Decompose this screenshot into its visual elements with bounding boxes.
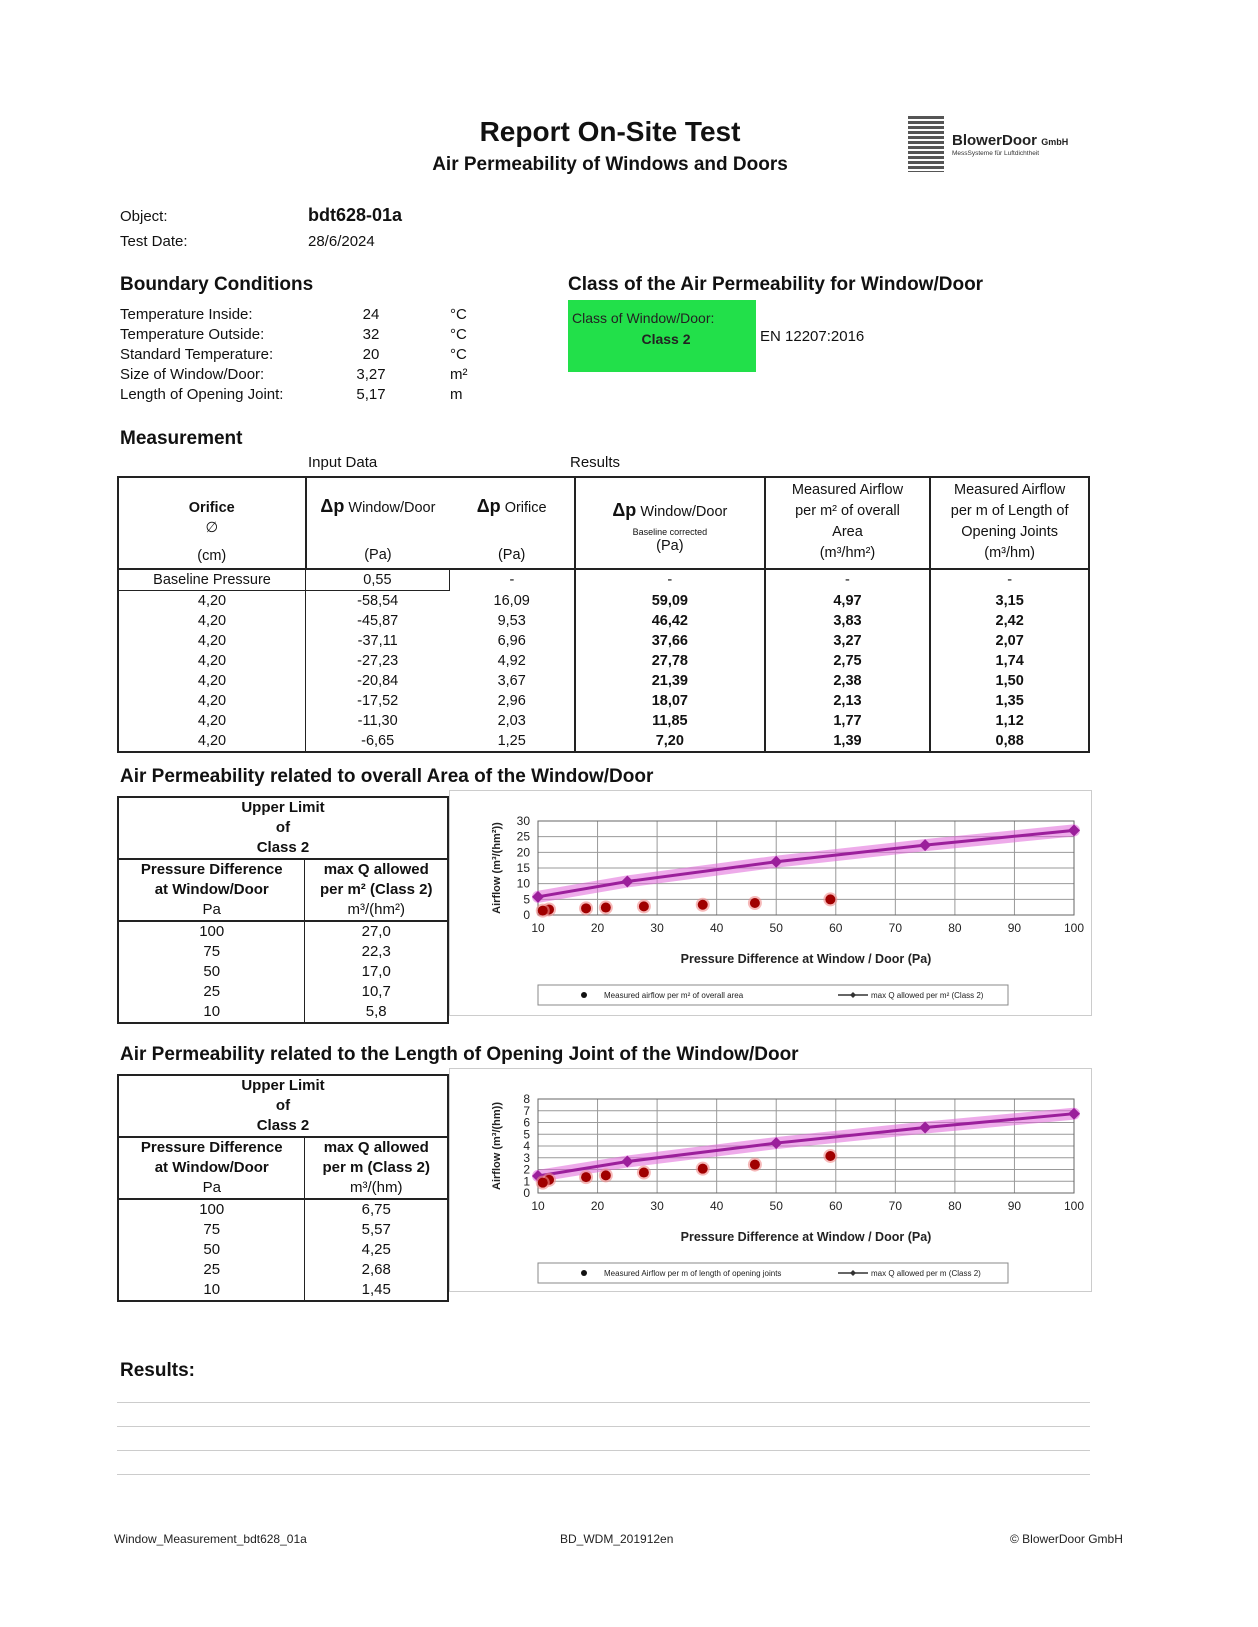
y-tick-label: 0 (523, 908, 530, 922)
delta-p-symbol: Δp (320, 496, 345, 516)
table-row (118, 921, 448, 942)
baseline-value: 0,55 (306, 569, 450, 591)
y-tick-label: 20 (516, 845, 530, 860)
table-cell: 1,77 (765, 711, 931, 731)
y-tick-label: 25 (516, 829, 530, 844)
col-airflow-area-l3: Area (832, 524, 863, 540)
table-cell: 11,85 (575, 711, 765, 731)
legend-limit-label: max Q allowed per m² (Class 2) (871, 991, 984, 1000)
x-tick-label: 30 (650, 921, 664, 935)
measured-point (825, 894, 835, 904)
footer-filename: Window_Measurement_bdt628_01a (114, 1532, 307, 1546)
y-axis-label: Airflow (m³/(hm²)) (491, 822, 503, 914)
y-tick-label: 10 (516, 876, 530, 891)
results-line (117, 1426, 1090, 1427)
legend-measured-marker (581, 1270, 587, 1276)
results-line (117, 1402, 1090, 1403)
col-airflow-length-unit: (m³/hm) (984, 545, 1036, 561)
table-cell: 3,15 (930, 591, 1089, 612)
table-cell: 2,68 (361, 1261, 391, 1278)
area-heading: Air Permeability related to overall Area of the Window/Door (120, 766, 654, 787)
y-tick-label: 1 (523, 1174, 530, 1189)
x-tick-label: 50 (769, 1199, 783, 1213)
y-tick-label: 5 (523, 892, 530, 907)
col-dp-corrected-unit: (Pa) (656, 538, 684, 554)
table-cell: 16,09 (449, 591, 575, 612)
boundary-unit: °C (450, 306, 467, 323)
table-cell: 7,20 (575, 731, 765, 752)
table-cell: 4,20 (118, 591, 306, 612)
col-airflow-area-l2: per m² of overall (795, 503, 900, 519)
results-line (117, 1450, 1090, 1451)
col-maxq-unit: m³/(hm) (349, 1179, 403, 1196)
table-cell: -37,11 (357, 633, 398, 649)
table-row (118, 1220, 448, 1240)
legend-measured-label: Measured Airflow per m of length of opening joints (604, 1269, 782, 1278)
col-orifice-unit: (cm) (197, 548, 227, 564)
table-cell: -27,23 (357, 653, 399, 669)
table-cell: 4,20 (118, 611, 306, 631)
table-cell: - (449, 569, 575, 591)
table-row (118, 671, 1089, 691)
table-row (118, 1240, 448, 1260)
col-airflow-length-l3: Opening Joints (961, 524, 1059, 540)
y-tick-label: 7 (523, 1103, 530, 1118)
table-row (118, 942, 448, 962)
x-tick-label: 100 (1063, 921, 1085, 935)
col-pressure-l1: Pressure Difference (140, 861, 283, 878)
x-tick-label: 90 (1007, 921, 1022, 935)
measurement-heading: Measurement (120, 428, 243, 449)
input-data-label: Input Data (308, 454, 378, 471)
table-cell: 59,09 (575, 591, 765, 612)
x-tick-label: 60 (829, 1199, 843, 1213)
table-cell: 3,83 (765, 611, 931, 631)
length-chart (450, 1069, 1091, 1291)
length-chart-box (449, 1068, 1092, 1292)
limit-title-l1: Upper Limit (241, 1077, 325, 1094)
table-cell: 10 (118, 1002, 305, 1023)
table-cell: 5,57 (361, 1221, 391, 1238)
boundary-unit: m² (450, 366, 468, 383)
table-cell: 6,75 (361, 1201, 391, 1218)
y-tick-label: 6 (523, 1115, 530, 1130)
col-dp-orifice-title: Orifice (504, 500, 547, 516)
table-cell: 4,25 (361, 1241, 391, 1258)
boundary-value: 32 (362, 326, 380, 343)
table-cell: 46,42 (575, 611, 765, 631)
report-title: Report On-Site Test (479, 116, 741, 147)
measured-point (601, 903, 611, 913)
col-dp-corrected-title: Window/Door (640, 504, 728, 520)
col-airflow-area (765, 477, 931, 569)
y-tick-label: 8 (523, 1092, 530, 1106)
table-cell: 27,0 (361, 923, 391, 940)
measured-point (825, 1151, 835, 1161)
object-label: Object: (120, 208, 168, 225)
col-pressure (118, 859, 305, 921)
table-cell: -11,30 (357, 713, 398, 729)
measured-point (639, 1168, 649, 1178)
limit-band (538, 830, 1074, 896)
table-cell: 2,03 (449, 711, 575, 731)
logo-tagline: MessSysteme für Luftdichtheit (952, 150, 1040, 157)
col-dp-corrected-note: Baseline corrected (632, 527, 708, 537)
x-axis-label: Pressure Difference at Window / Door (Pa) (680, 1230, 932, 1244)
class-box (568, 300, 756, 372)
table-cell: 27,78 (575, 651, 765, 671)
col-maxq-l1: max Q allowed (323, 1139, 429, 1156)
logo-stripes-icon (908, 116, 944, 172)
table-cell: 0,88 (930, 731, 1089, 752)
table-cell: 4,20 (118, 711, 306, 731)
class-box-label: Class of Window/Door: (572, 310, 715, 326)
x-tick-label: 40 (709, 1199, 724, 1213)
table-cell: -58,54 (357, 593, 399, 609)
y-tick-label: 15 (516, 861, 530, 875)
y-tick-label: 0 (523, 1186, 530, 1200)
baseline-row (118, 569, 1089, 591)
table-row (118, 1199, 448, 1220)
limit-title-l2: of (275, 1097, 291, 1114)
table-cell: 2,42 (930, 611, 1089, 631)
table-cell: 1,25 (449, 731, 575, 752)
boundary-label: Size of Window/Door: (120, 366, 265, 383)
legend-limit-label: max Q allowed per m (Class 2) (871, 1269, 981, 1278)
results-line (117, 1474, 1090, 1475)
table-cell: 100 (118, 921, 305, 942)
table-cell: - (765, 569, 931, 591)
boundary-label: Temperature Inside: (120, 306, 253, 323)
baseline-label: Baseline Pressure (118, 569, 306, 591)
x-tick-label: 80 (948, 921, 962, 935)
table-cell: 4,20 (118, 651, 306, 671)
y-tick-label: 5 (523, 1127, 530, 1142)
y-tick-label: 4 (523, 1139, 530, 1153)
boundary-label: Standard Temperature: (120, 346, 274, 363)
table-cell: 1,74 (930, 651, 1089, 671)
table-row (118, 982, 448, 1002)
x-tick-label: 20 (590, 921, 605, 935)
table-cell: 9,53 (449, 611, 575, 631)
col-dp-corrected (575, 477, 765, 569)
measurement-table (117, 476, 1090, 753)
x-tick-label: 90 (1007, 1199, 1022, 1213)
col-pressure-unit: Pa (202, 1179, 221, 1196)
x-tick-label: 70 (888, 921, 903, 935)
table-row (118, 731, 1089, 752)
table-row (118, 691, 1089, 711)
col-pressure-l2: at Window/Door (154, 1159, 269, 1176)
measured-point (750, 1160, 760, 1170)
test-date-value: 28/6/2024 (308, 233, 375, 250)
table-cell: 10,7 (361, 983, 391, 1000)
limit-title-l2: of (275, 819, 291, 836)
area-chart (450, 791, 1091, 1015)
limit-band (538, 1114, 1074, 1176)
table-row (118, 651, 1089, 671)
area-limit-table (117, 796, 449, 1024)
table-cell: 50 (118, 962, 305, 982)
col-dp-window-unit: (Pa) (364, 547, 392, 563)
blowerdoor-logo (908, 116, 1098, 172)
col-airflow-length (930, 477, 1089, 569)
col-dp-orifice-unit: (Pa) (497, 547, 526, 563)
table-row (118, 711, 1089, 731)
table-cell: 50 (118, 1240, 305, 1260)
table-cell: 2,75 (765, 651, 931, 671)
x-tick-label: 10 (531, 921, 545, 935)
class-standard: EN 12207:2016 (760, 328, 865, 345)
results-label: Results (570, 454, 621, 471)
boundary-value: 3,27 (356, 366, 386, 383)
table-cell: 25 (118, 982, 305, 1002)
table-row (118, 631, 1089, 651)
limit-title-l1: Upper Limit (241, 799, 325, 816)
table-cell: -17,52 (357, 693, 399, 709)
table-row (118, 1002, 448, 1023)
col-maxq-l2: per m (Class 2) (322, 1159, 431, 1176)
x-tick-label: 40 (709, 921, 724, 935)
col-dp-window (306, 477, 450, 569)
results-heading: Results: (120, 1360, 195, 1381)
x-tick-label: 80 (948, 1199, 962, 1213)
table-row (118, 962, 448, 982)
measured-point (538, 1178, 548, 1188)
boundary-value: 20 (362, 346, 380, 363)
legend-measured-label: Measured airflow per m² of overall area (604, 991, 744, 1000)
table-cell: 4,20 (118, 731, 306, 752)
table-cell: 18,07 (575, 691, 765, 711)
boundary-unit: m (450, 386, 463, 403)
y-tick-label: 30 (516, 814, 530, 828)
table-cell: - (575, 569, 765, 591)
limit-title-l3: Class 2 (256, 1117, 310, 1134)
table-cell: -45,87 (357, 613, 399, 629)
measured-point (581, 903, 591, 913)
table-row (118, 591, 1089, 612)
x-tick-label: 60 (829, 921, 843, 935)
col-airflow-length-l1: Measured Airflow (954, 482, 1066, 498)
table-row (118, 611, 1089, 631)
col-orifice (118, 477, 306, 569)
logo-suffix: GmbH (1041, 137, 1069, 147)
table-cell: 1,45 (361, 1281, 391, 1298)
table-cell: 4,97 (765, 591, 931, 612)
table-cell: 17,0 (361, 963, 391, 980)
col-pressure-unit: Pa (202, 901, 221, 918)
table-cell: 1,35 (930, 691, 1089, 711)
table-cell: 100 (118, 1199, 305, 1220)
boundary-label: Length of Opening Joint: (120, 386, 284, 403)
measured-point (538, 906, 548, 916)
x-tick-label: 10 (531, 1199, 545, 1213)
table-cell: 3,67 (449, 671, 575, 691)
table-cell: 2,96 (449, 691, 575, 711)
col-airflow-area-unit: (m³/hm²) (819, 545, 876, 561)
class-heading: Class of the Air Permeability for Window/Door (568, 274, 984, 295)
boundary-unit: °C (450, 326, 467, 343)
limit-title (118, 1075, 448, 1137)
table-row (118, 1260, 448, 1280)
delta-p-symbol: Δp (612, 500, 637, 520)
col-maxq-l1: max Q allowed (323, 861, 429, 878)
measured-point (601, 1170, 611, 1180)
table-cell: 75 (118, 1220, 305, 1240)
footer-copyright: © BlowerDoor GmbH (1010, 1532, 1123, 1546)
table-cell: 21,39 (575, 671, 765, 691)
col-dp-window-title: Window/Door (348, 500, 436, 516)
table-cell: -6,65 (361, 733, 395, 749)
boundary-value: 5,17 (356, 386, 386, 403)
boundary-label: Temperature Outside: (120, 326, 265, 343)
table-cell: 75 (118, 942, 305, 962)
col-maxq-l2: per m² (Class 2) (319, 881, 433, 898)
table-cell: 1,39 (765, 731, 931, 752)
col-orifice-title: Orifice (188, 500, 235, 516)
table-row (118, 1280, 448, 1301)
measured-point (581, 1172, 591, 1182)
delta-p-symbol: Δp (476, 496, 501, 516)
length-heading: Air Permeability related to the Length of Opening Joint of the Window/Door (120, 1044, 799, 1065)
x-tick-label: 100 (1063, 1199, 1085, 1213)
x-tick-label: 20 (590, 1199, 605, 1213)
test-date-label: Test Date: (120, 233, 188, 250)
logo-name: BlowerDoor (952, 132, 1038, 149)
measured-point (698, 1164, 708, 1174)
x-tick-label: 30 (650, 1199, 664, 1213)
measured-point (750, 898, 760, 908)
length-limit-table (117, 1074, 449, 1302)
col-airflow-length-l2: per m of Length of (950, 503, 1069, 519)
y-axis-label: Airflow (m³/(hm)) (491, 1102, 503, 1190)
limit-title-l3: Class 2 (256, 839, 310, 856)
col-pressure-l2: at Window/Door (154, 881, 269, 898)
col-maxq (305, 1137, 448, 1199)
measured-point (639, 901, 649, 911)
col-pressure (118, 1137, 305, 1199)
table-cell: 1,50 (930, 671, 1089, 691)
table-cell: 6,96 (449, 631, 575, 651)
table-cell: 4,20 (118, 691, 306, 711)
table-cell: 2,07 (930, 631, 1089, 651)
diameter-icon: ∅ (205, 520, 219, 536)
measured-point (698, 900, 708, 910)
boundary-heading: Boundary Conditions (120, 274, 314, 295)
table-cell: 4,20 (118, 631, 306, 651)
table-cell: 5,8 (365, 1003, 387, 1020)
y-tick-label: 3 (523, 1150, 530, 1165)
col-maxq (305, 859, 448, 921)
object-value: bdt628-01a (308, 205, 403, 225)
table-cell: 1,12 (930, 711, 1089, 731)
table-cell: 4,20 (118, 671, 306, 691)
x-axis-label: Pressure Difference at Window / Door (Pa) (680, 952, 932, 966)
table-cell: 10 (118, 1280, 305, 1301)
y-tick-label: 2 (523, 1162, 530, 1177)
table-cell: 3,27 (765, 631, 931, 651)
class-box-value: Class 2 (641, 331, 691, 347)
table-cell: 2,13 (765, 691, 931, 711)
footer-code: BD_WDM_201912en (560, 1532, 674, 1546)
table-cell: -20,84 (357, 673, 399, 689)
col-maxq-unit: m³/(hm²) (347, 901, 405, 918)
col-dp-orifice (449, 477, 575, 569)
table-cell: 22,3 (361, 943, 391, 960)
area-chart-box (449, 790, 1092, 1016)
x-tick-label: 70 (888, 1199, 903, 1213)
report-subtitle: Air Permeability of Windows and Doors (432, 154, 788, 175)
legend-measured-marker (581, 992, 587, 998)
boundary-value: 24 (362, 306, 380, 323)
table-cell: 25 (118, 1260, 305, 1280)
table-cell: 2,38 (765, 671, 931, 691)
boundary-unit: °C (450, 346, 467, 363)
table-cell: - (930, 569, 1089, 591)
table-cell: 37,66 (575, 631, 765, 651)
col-airflow-area-l1: Measured Airflow (791, 482, 904, 498)
col-pressure-l1: Pressure Difference (140, 1139, 283, 1156)
x-tick-label: 50 (769, 921, 783, 935)
limit-title (118, 797, 448, 859)
table-cell: 4,92 (449, 651, 575, 671)
